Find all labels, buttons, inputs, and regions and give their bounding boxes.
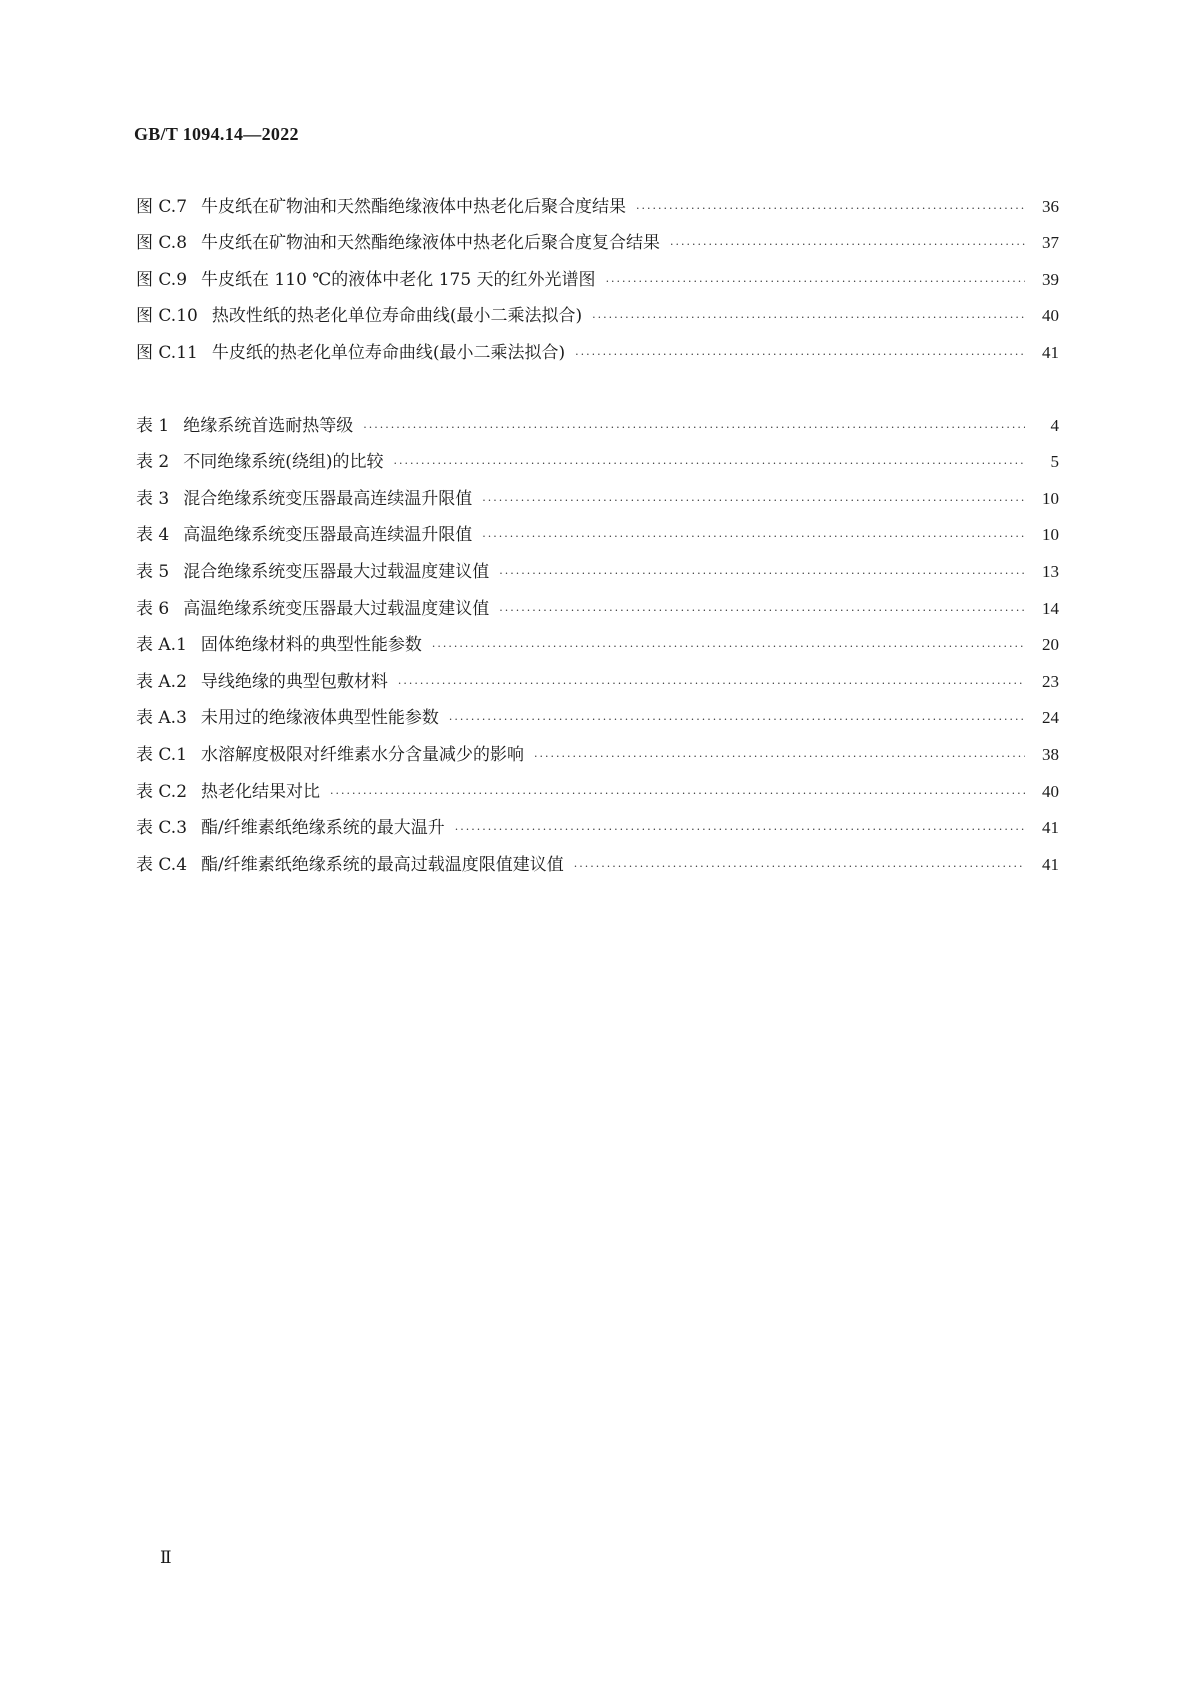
dot-leader [670, 237, 1025, 253]
dot-leader [363, 420, 1025, 436]
entry-title: 水溶解度极限对纤维素水分含量减少的影响 [201, 744, 525, 765]
entry-label: 图 C.9 [136, 269, 188, 290]
toc-entry-table-1[interactable] [136, 399, 1059, 436]
toc-entry-figure-c7[interactable] [136, 180, 1059, 217]
toc-entry-table-4[interactable] [136, 509, 1059, 546]
entry-title: 牛皮纸在矿物油和天然酯绝缘液体中热老化后聚合度复合结果 [201, 233, 661, 254]
entry-page: 41 [1042, 854, 1059, 874]
dot-leader [449, 712, 1025, 728]
dot-leader [398, 676, 1025, 692]
toc-entry-table-5[interactable] [136, 545, 1059, 582]
entry-title: 固体绝缘材料的典型性能参数 [200, 635, 422, 656]
dot-leader [534, 749, 1025, 765]
toc-entry-figure-c10[interactable] [136, 290, 1059, 327]
entry-page: 24 [1042, 708, 1059, 728]
entry-label: 图 C.8 [136, 233, 188, 254]
dot-leader [636, 201, 1025, 217]
entry-page: 40 [1042, 306, 1059, 326]
entry-page: 40 [1042, 781, 1059, 801]
entry-page: 13 [1042, 561, 1059, 581]
entry-label: 表 C.3 [136, 818, 188, 839]
entry-page: 41 [1042, 342, 1059, 362]
toc-entry-figure-c9[interactable] [136, 253, 1059, 290]
entry-label: 表 A.3 [136, 708, 187, 729]
entry-page: 4 [1050, 415, 1059, 435]
entry-label: 图 C.7 [136, 196, 188, 217]
entry-title: 混合绝缘系统变压器最高连续温升限值 [183, 488, 473, 509]
entry-label: 表 A.2 [136, 671, 187, 692]
toc-entry-table-c4[interactable] [136, 838, 1059, 875]
dot-leader [575, 347, 1025, 363]
entry-label: 图 C.10 [136, 306, 198, 327]
entry-label: 图 C.11 [136, 342, 198, 363]
entry-label: 表 2 [136, 452, 170, 473]
entry-title: 酯/纤维素纸绝缘系统的最大温升 [201, 818, 445, 839]
toc-entry-table-a1[interactable] [136, 619, 1059, 656]
toc-entry-table-c3[interactable] [136, 802, 1059, 839]
entry-page: 39 [1042, 269, 1059, 289]
page-number: Ⅱ [160, 1548, 172, 1567]
dot-leader [394, 456, 1026, 472]
entry-page: 23 [1042, 671, 1059, 691]
entry-title: 混合绝缘系统变压器最大过载温度建议值 [183, 561, 490, 582]
dot-leader [592, 310, 1025, 326]
entry-label: 表 4 [136, 525, 170, 546]
entry-page: 41 [1042, 818, 1059, 838]
toc-entry-table-a2[interactable] [136, 655, 1059, 692]
entry-label: 表 A.1 [136, 635, 187, 656]
entry-page: 37 [1042, 233, 1059, 253]
dot-leader [499, 603, 1025, 619]
entry-title: 牛皮纸在矿物油和天然酯绝缘液体中热老化后聚合度结果 [201, 196, 627, 217]
entry-label: 表 3 [136, 488, 170, 509]
toc-entry-table-c2[interactable] [136, 765, 1059, 802]
entry-page: 14 [1042, 598, 1059, 618]
entry-page: 10 [1042, 488, 1059, 508]
entry-title: 不同绝缘系统(绕组)的比较 [183, 452, 384, 473]
entry-title: 热改性纸的热老化单位寿命曲线(最小二乘法拟合) [211, 306, 583, 327]
entry-title: 热老化结果对比 [201, 781, 321, 802]
entry-title: 高温绝缘系统变压器最高连续温升限值 [183, 525, 473, 546]
entry-page: 38 [1042, 744, 1059, 764]
entry-label: 表 5 [136, 561, 170, 582]
toc-entry-table-2[interactable] [136, 436, 1059, 473]
entry-page: 5 [1050, 452, 1059, 472]
toc-entry-figure-c11[interactable] [136, 326, 1059, 363]
dot-leader [432, 639, 1025, 655]
entry-label: 表 C.2 [136, 781, 188, 802]
dot-leader [606, 274, 1025, 290]
entry-label: 表 C.1 [136, 744, 188, 765]
entry-page: 10 [1042, 525, 1059, 545]
toc-entry-table-3[interactable] [136, 472, 1059, 509]
entry-title: 牛皮纸在 110 ℃的液体中老化 175 天的红外光谱图 [201, 269, 596, 290]
toc-entry-table-c1[interactable] [136, 728, 1059, 765]
standard-number: GB/T 1094.14—2022 [134, 124, 299, 144]
entry-title: 高温绝缘系统变压器最大过载温度建议值 [183, 598, 490, 619]
entry-title: 绝缘系统首选耐热等级 [183, 415, 354, 436]
entry-page: 20 [1042, 635, 1059, 655]
entry-title: 牛皮纸的热老化单位寿命曲线(最小二乘法拟合) [211, 342, 566, 363]
dot-leader [574, 859, 1025, 875]
dot-leader [499, 566, 1025, 582]
dot-leader [482, 529, 1025, 545]
entry-label: 表 1 [136, 415, 170, 436]
entry-label: 表 6 [136, 598, 170, 619]
toc-entry-figure-c8[interactable] [136, 217, 1059, 254]
figure-list [136, 180, 1059, 363]
entry-title: 未用过的绝缘液体典型性能参数 [200, 708, 439, 729]
dot-leader [455, 822, 1025, 838]
entry-title: 酯/纤维素纸绝缘系统的最高过载温度限值建议值 [201, 854, 564, 875]
table-list [136, 399, 1059, 875]
toc-entry-table-6[interactable] [136, 582, 1059, 619]
dot-leader [330, 786, 1025, 802]
dot-leader [482, 493, 1025, 509]
entry-page: 36 [1042, 196, 1059, 216]
toc-entry-table-a3[interactable] [136, 692, 1059, 729]
entry-title: 导线绝缘的典型包敷材料 [200, 671, 388, 692]
entry-label: 表 C.4 [136, 854, 188, 875]
